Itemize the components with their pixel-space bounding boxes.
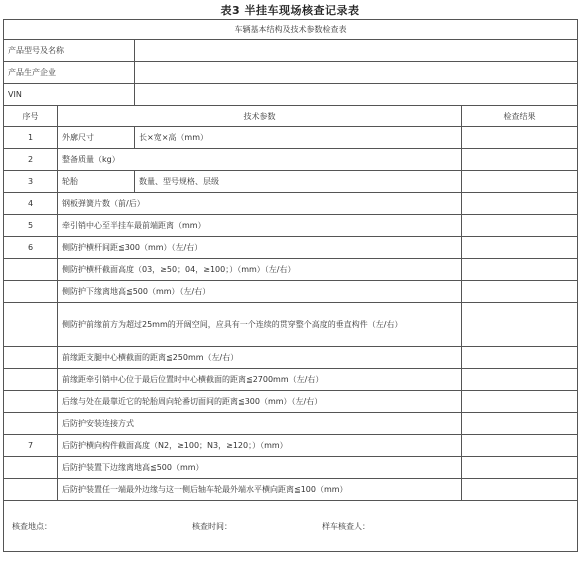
table-row <box>4 457 578 479</box>
row-result-cell[interactable] <box>462 193 578 215</box>
row-result-cell[interactable] <box>462 127 578 149</box>
table-row <box>4 259 578 281</box>
row-seq: 7 <box>4 435 58 457</box>
row-seq <box>4 259 58 281</box>
row-result-cell[interactable] <box>462 259 578 281</box>
column-header-seq: 序号 <box>4 106 58 127</box>
row-result-cell[interactable] <box>462 149 578 171</box>
table-row <box>4 391 578 413</box>
row-seq <box>4 391 58 413</box>
table-row <box>4 479 578 501</box>
row-result-cell[interactable] <box>462 303 578 347</box>
row-parameter: 外廓尺寸 <box>58 127 135 149</box>
row-result-cell[interactable] <box>462 413 578 435</box>
row-result-cell[interactable] <box>462 369 578 391</box>
table-row <box>4 127 578 149</box>
row-result-cell[interactable] <box>462 215 578 237</box>
row-parameter: 前缘距牵引销中心位于最后位置时中心横截面的距离≦2700mm（左/右） <box>58 369 462 391</box>
row-parameter: 后防护安装连接方式 <box>58 413 462 435</box>
row-parameter: 后防护装置下边缘离地高≦500（mm） <box>58 457 462 479</box>
row-parameter: 牵引销中心至半挂车最前端距离（mm） <box>58 215 462 237</box>
info-label-vin: VIN <box>4 84 135 106</box>
column-header-result: 检查结果 <box>462 106 578 127</box>
table-row <box>4 171 578 193</box>
row-parameter: 轮胎 <box>58 171 135 193</box>
row-parameter: 后防护横向构件截面高度（N2，≥100；N3，≥120；）（mm） <box>58 435 462 457</box>
row-seq: 4 <box>4 193 58 215</box>
table-row <box>4 369 578 391</box>
info-value-manufacturer <box>135 62 578 84</box>
row-seq: 6 <box>4 237 58 259</box>
column-header-row <box>4 106 578 127</box>
table-row <box>4 215 578 237</box>
info-row-manufacturer <box>4 62 578 84</box>
inspector-label: 样车核查人： <box>322 521 370 531</box>
footer-row <box>4 501 578 552</box>
row-seq <box>4 457 58 479</box>
row-seq <box>4 281 58 303</box>
row-seq <box>4 303 58 347</box>
info-row-product <box>4 40 578 62</box>
row-parameter: 后缘与处在最靠近它的轮胎周向轮番切面间的距离≦300（mm）（左/右） <box>58 391 462 413</box>
row-seq <box>4 369 58 391</box>
row-seq <box>4 479 58 501</box>
info-value-vin <box>135 84 578 106</box>
column-header-params: 技术参数 <box>58 106 462 127</box>
row-result-cell[interactable] <box>462 457 578 479</box>
info-row-vin <box>4 84 578 106</box>
row-seq: 1 <box>4 127 58 149</box>
row-result-cell[interactable] <box>462 391 578 413</box>
footer-cell <box>4 501 578 552</box>
table-row <box>4 303 578 347</box>
row-parameter: 钢板弹簧片数（前/后） <box>58 193 462 215</box>
row-parameter: 前缘距支腿中心横截面的距离≦250mm（左/右） <box>58 347 462 369</box>
row-result-cell[interactable] <box>462 171 578 193</box>
row-result-cell[interactable] <box>462 281 578 303</box>
row-result-cell[interactable] <box>462 237 578 259</box>
section-header-row <box>4 20 578 40</box>
row-seq: 5 <box>4 215 58 237</box>
table-row <box>4 435 578 457</box>
row-parameter: 整备质量（kg） <box>58 149 462 171</box>
row-parameter: 侧防护横杆截面高度（03，≥50；04，≥100；）（mm）（左/右） <box>58 259 462 281</box>
row-seq <box>4 413 58 435</box>
row-result-cell[interactable] <box>462 479 578 501</box>
inspection-time-label: 核查时间： <box>192 521 232 531</box>
row-parameter-detail: 长×宽×高（mm） <box>135 127 462 149</box>
inspection-record-table <box>3 19 578 552</box>
table-row <box>4 193 578 215</box>
row-seq: 2 <box>4 149 58 171</box>
row-parameter: 侧防护前缘前方为超过25mm的开阔空间，应具有一个连续的贯穿整个高度的垂直构件（左/右） <box>58 303 462 347</box>
section-header: 车辆基本结构及技术参数检查表 <box>4 20 578 40</box>
table-row <box>4 237 578 259</box>
info-label-manufacturer: 产品生产企业 <box>4 62 135 84</box>
table-row <box>4 413 578 435</box>
row-parameter-detail: 数量、型号规格、层级 <box>135 171 462 193</box>
info-value-product <box>135 40 578 62</box>
row-parameter: 侧防护横杆间距≦300（mm）（左/右） <box>58 237 462 259</box>
inspection-place-label: 核查地点： <box>12 521 52 531</box>
table-row <box>4 347 578 369</box>
row-seq <box>4 347 58 369</box>
row-parameter: 后防护装置任一端最外边缘与这一侧后轴车轮最外端水平横向距离≦100（mm） <box>58 479 462 501</box>
table-row <box>4 149 578 171</box>
row-result-cell[interactable] <box>462 435 578 457</box>
row-parameter: 侧防护下缘离地高≦500（mm）（左/右） <box>58 281 462 303</box>
table-row <box>4 281 578 303</box>
row-seq: 3 <box>4 171 58 193</box>
document-title: 表3 半挂车现场核查记录表 <box>220 4 360 17</box>
row-result-cell[interactable] <box>462 347 578 369</box>
info-label-product: 产品型号及名称 <box>4 40 135 62</box>
